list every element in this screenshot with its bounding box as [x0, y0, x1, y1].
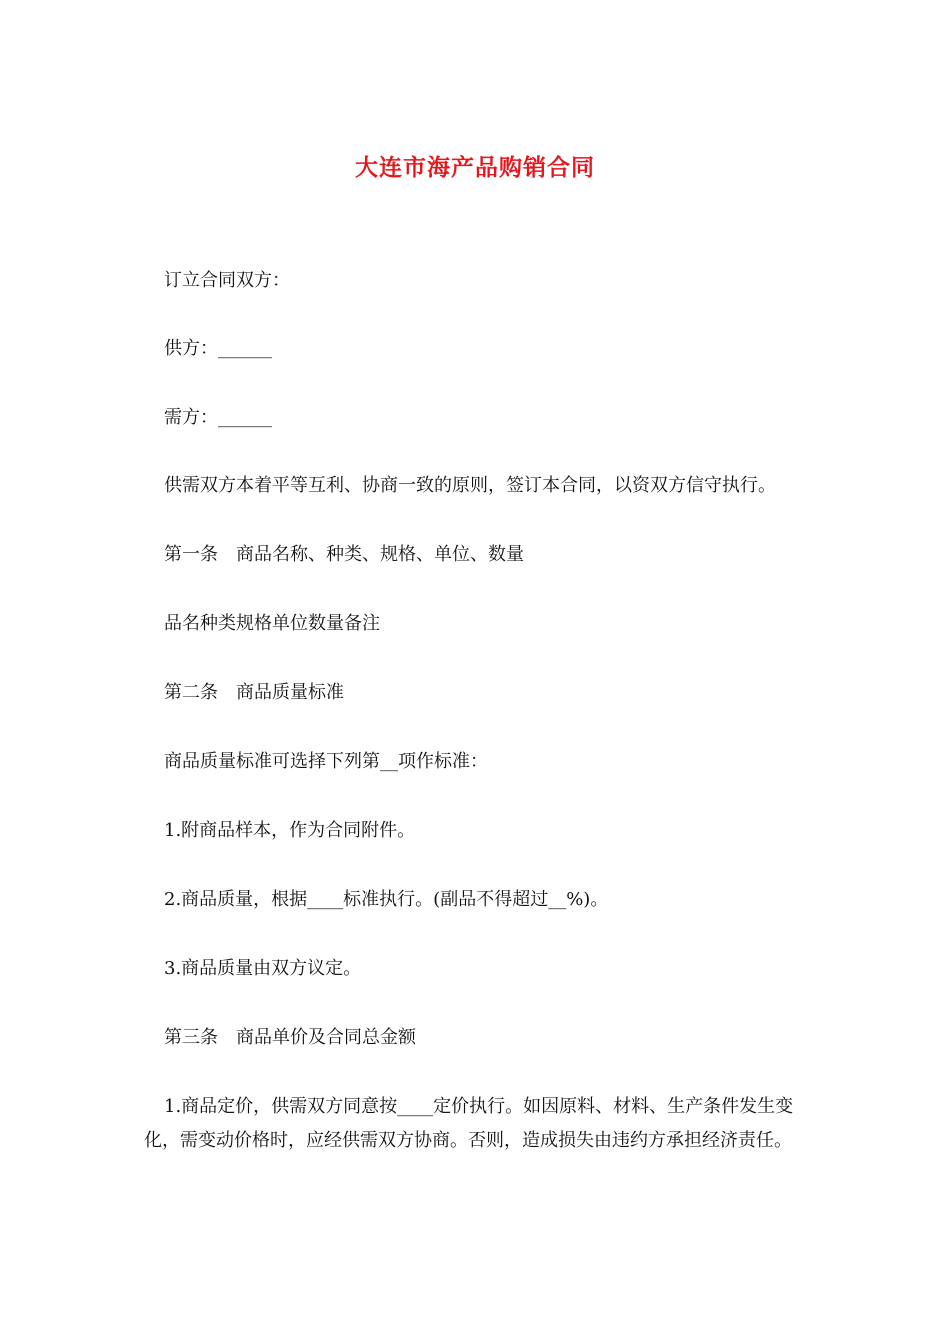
- parties-heading: 订立合同双方：: [164, 270, 290, 291]
- preamble-text: 供需双方本着平等互利、协商一致的原则，签订本合同，以资双方信守执行。: [164, 475, 776, 496]
- supplier-line: 供方：______: [164, 338, 272, 359]
- quality-option-2: 2.商品质量，根据____标准执行。(副品不得超过__%)。: [164, 889, 609, 910]
- quality-option-3: 3.商品质量由双方议定。: [164, 958, 362, 979]
- quality-standard-intro: 商品质量标准可选择下列第__项作标准：: [164, 751, 488, 772]
- article-1-heading: 第一条 商品名称、种类、规格、单位、数量: [164, 544, 524, 565]
- article-2-heading: 第二条 商品质量标准: [164, 682, 344, 703]
- pricing-paragraph: 1.商品定价，供需双方同意按____定价执行。如因原料、材料、生产条件发生变化，需变动价格时，应经供需双方协商。否则，造成损失由违约方承担经济责任。: [144, 1096, 794, 1151]
- article-1-columns: 品名种类规格单位数量备注: [164, 613, 380, 634]
- quality-option-1: 1.附商品样本，作为合同附件。: [164, 820, 416, 841]
- article-3-heading: 第三条 商品单价及合同总金额: [164, 1027, 416, 1048]
- buyer-line: 需方：______: [164, 407, 272, 428]
- document-title: 大连市海产品购销合同: [355, 155, 595, 181]
